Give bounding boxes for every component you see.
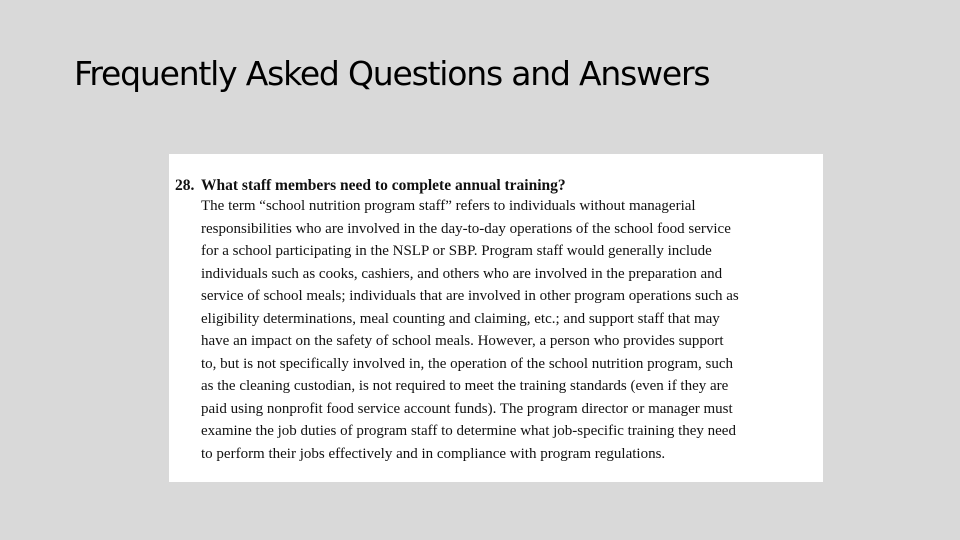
faq-question [175, 176, 815, 195]
faq-answer-line: for a school participating in the NSLP or SBP. Program staff would generally include [201, 243, 712, 259]
faq-answer-line: The term “school nutrition program staff” refers to individuals without managerial [201, 198, 696, 214]
faq-answer-line: paid using nonprofit food service account funds). The program director or manager must [201, 400, 733, 417]
faq-answer-line: eligibility determinations, meal counting and claiming, etc.; and support staff that may [201, 310, 720, 327]
slide-title: Frequently Asked Questions and Answers [74, 54, 710, 93]
faq-question-number: 28. [175, 177, 195, 194]
faq-answer-line: examine the job duties of program staff to determine what job-specific training they need [201, 423, 736, 439]
faq-answer-line: responsibilities who are involved in the day-to-day operations of the school food service [201, 220, 731, 237]
faq-excerpt-image [169, 154, 823, 482]
faq-answer-line: to perform their jobs effectively and in compliance with program regulations. [201, 445, 666, 462]
faq-answer-line: as the cleaning custodian, is not required to meet the training standards (even if they are [201, 378, 729, 394]
faq-answer [201, 195, 815, 465]
faq-question-text: What staff members need to complete annual training? [201, 177, 566, 194]
faq-answer-line: to, but is not specifically involved in, the operation of the school nutrition program, such [201, 355, 733, 372]
faq-answer-line: service of school meals; individuals that are involved in other program operations such as [201, 288, 739, 304]
faq-answer-line: have an impact on the safety of school meals. However, a person who provides support [201, 333, 724, 349]
faq-answer-line: individuals such as cooks, cashiers, and others who are involved in the preparation and [201, 265, 723, 282]
